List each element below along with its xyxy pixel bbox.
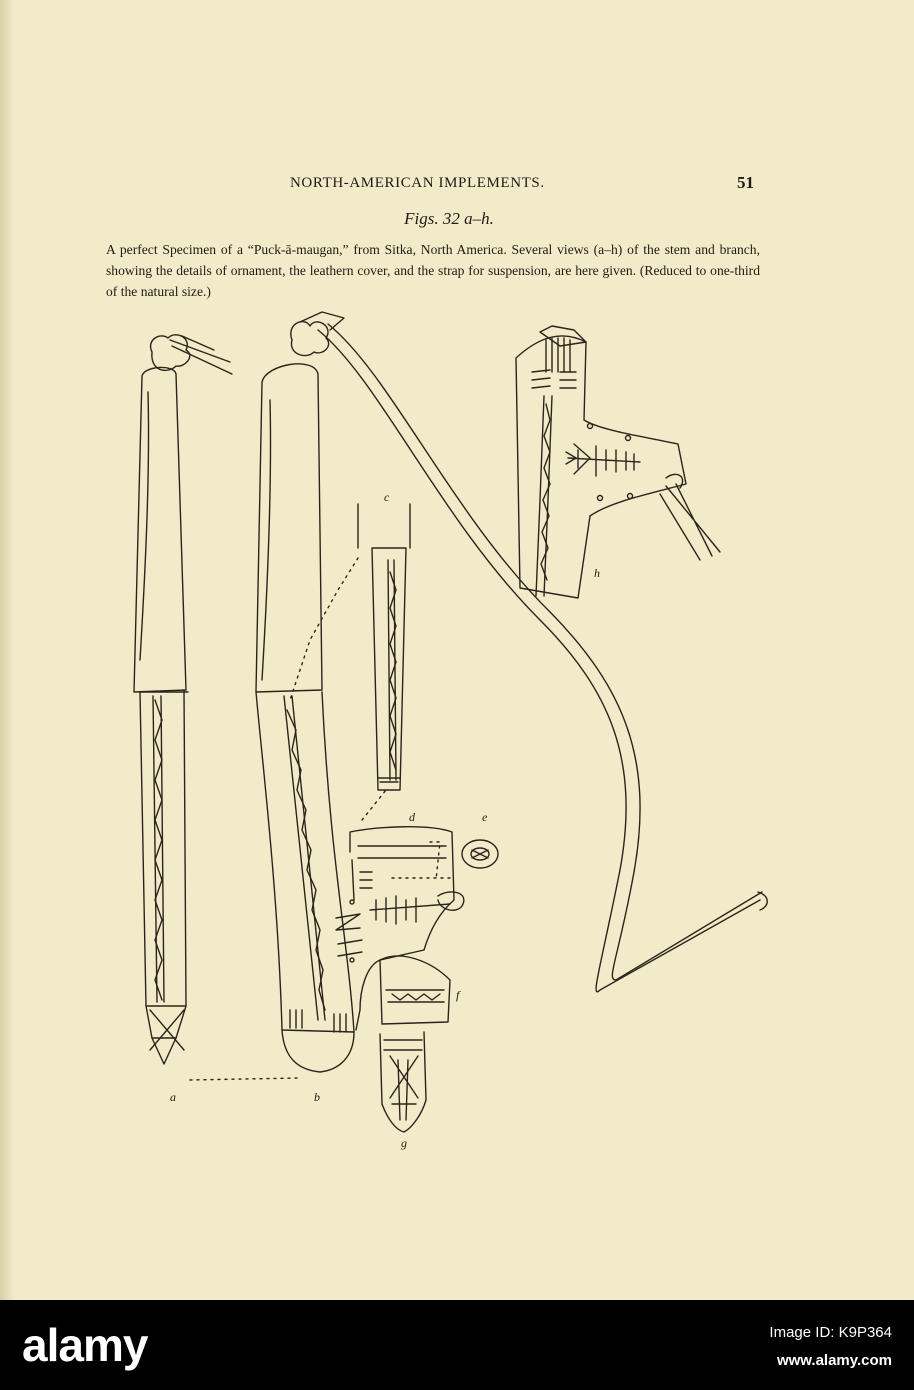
running-title: NORTH-AMERICAN IMPLEMENTS. bbox=[290, 175, 545, 191]
watermark-footer bbox=[0, 1300, 914, 1390]
page-number: 51 bbox=[737, 173, 754, 192]
view-c-stem-detail bbox=[290, 504, 410, 820]
site-url: www.alamy.com bbox=[776, 1352, 892, 1369]
label-e: e bbox=[482, 810, 488, 824]
label-c: c bbox=[384, 490, 390, 504]
label-g: g bbox=[401, 1136, 407, 1150]
figure-caption: A perfect Specimen of a “Puck-ā-maugan,” from Sitka, North America. Several views (a–h) of the stem and branch, showing the details of ornament, the leathern cover, and the strap for suspension, are here given. (Reduced to one-third of the natural size.) bbox=[106, 242, 760, 299]
figure-title-text: Figs. 32 a–h. bbox=[404, 209, 494, 228]
label-a: a bbox=[170, 1090, 176, 1104]
brand-logo: alamy bbox=[22, 1319, 148, 1371]
view-h-branch bbox=[516, 326, 720, 598]
view-b-stem bbox=[256, 312, 767, 1072]
view-a-stem bbox=[134, 335, 232, 1064]
label-h: h bbox=[594, 566, 600, 580]
label-d: d bbox=[409, 810, 415, 824]
view-g-bowl-tip bbox=[380, 1032, 426, 1132]
image-id: Image ID: K9P364 bbox=[769, 1324, 892, 1341]
connector-a-b bbox=[190, 1078, 300, 1080]
view-f-branch bbox=[336, 827, 464, 1030]
view-e-mouthpiece bbox=[462, 840, 498, 868]
label-f: f bbox=[456, 988, 460, 1002]
label-b: b bbox=[314, 1090, 320, 1104]
